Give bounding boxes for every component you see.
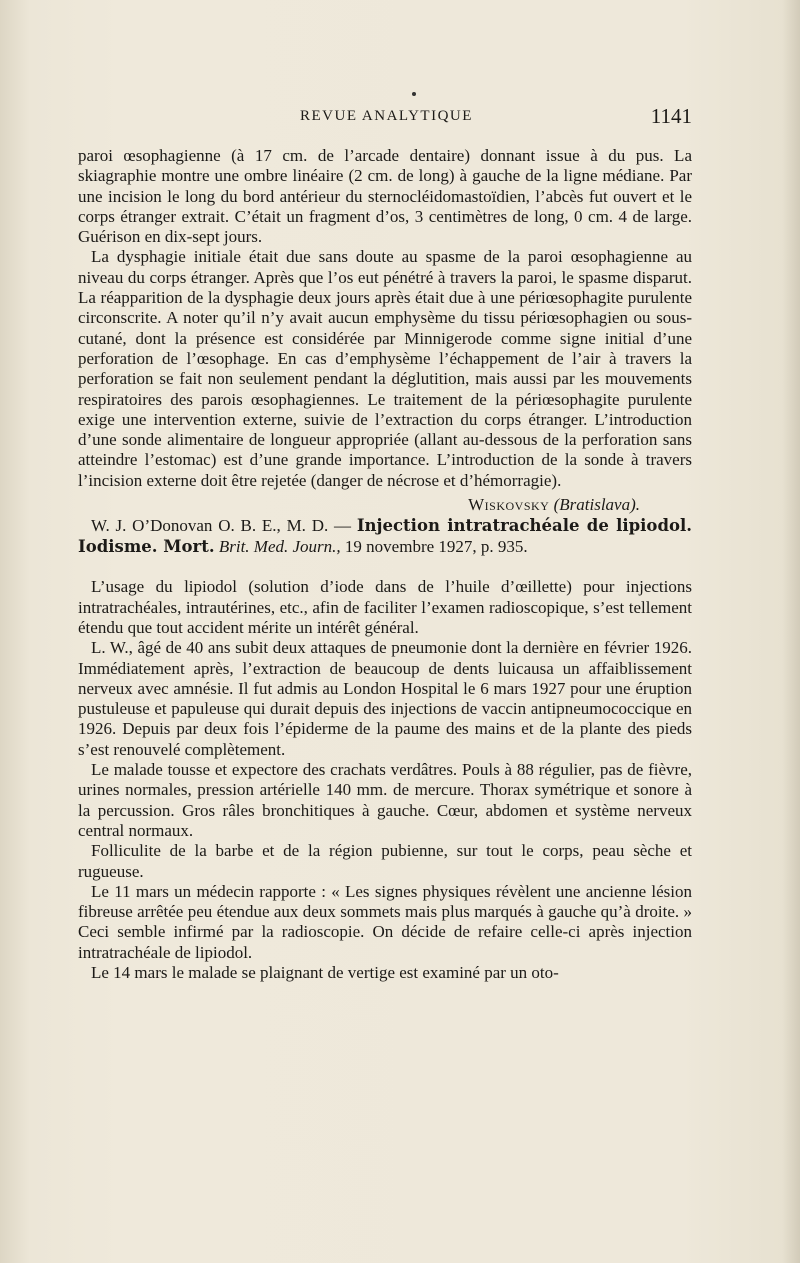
signature-place: (Bratislava). xyxy=(553,495,640,515)
citation-title: Injection intratrachéale de lipiodol. Iodisme. Mort. xyxy=(78,516,692,557)
citation-journal: Brit. Med. Journ., xyxy=(218,537,341,557)
paragraph: Le malade tousse et expectore des crachats verdâtres. Pouls à 88 régulier, pas de fièvre, urines normales, pression artérielle 140 mm. de mercure. Thorax symétrique et sonore à la percussion. Gros râles bronchitiques à gauche. Cœur, abdomen et système nerveux central normaux. xyxy=(78,760,692,840)
article-citation xyxy=(78,515,692,557)
signature-name: Wiskovsky xyxy=(468,495,550,515)
running-head: REVUE ANALYTIQUE xyxy=(300,108,473,124)
review-signature xyxy=(78,495,640,515)
paragraph: La dysphagie initiale était due sans doute au spasme de la paroi œsophagienne au niveau du corps étranger. Après que l’os eut pénétré à travers la paroi, le spasme disparut. La réapparition de la dysphagie deux jours après était due à une périœsophagite purulente circonscrite. A noter qu’il n’y avait aucun emphysème du tissu périœsophagien ou sous-cutané, dont la présence est considérée par Minnigerode comme signe initial d’une perforation de l’œsophage. En cas d’emphysème l’échappement de l’air à travers la perforation se fait non seulement pendant la déglutition, mais aussi par les mouvements respiratoires des parois œsophagiennes. Le traitement de la périœsophagite purulente exige une intervention externe, suivie de l’extraction du corps étranger. L’introduction d’une sonde alimentaire de longueur appropriée (allant au-dessous de la perforation sans atteindre l’estomac) est d’une grande importance. L’introduction de la sonde à travers l’incision externe doit être rejetée (danger de nécrose et d’hémorragie). xyxy=(78,247,692,490)
ink-speck xyxy=(412,92,416,96)
paragraph: paroi œsophagienne (à 17 cm. de l’arcade dentaire) donnant issue à du pus. La skiagraphie montre une ombre linéaire (2 cm. de long) à gauche de la ligne médiane. Par une incision le long du bord antérieur du sternocléidomastoïdien, l’abcès fut ouvert et le corps étranger extrait. C’était un fragment d’os, 3 centimètres de long, 0 cm. 4 de large. Guérison en dix-sept jours. xyxy=(78,146,692,247)
citation-date-page: 19 novembre 1927, p. 935. xyxy=(344,537,528,557)
paragraph: L. W., âgé de 40 ans subit deux attaques de pneumonie dont la dernière en février 1926. Immédiatement après, l’extraction de beaucoup de dents luicausa un affaiblissement nerveux avec amnésie. Il fut admis au London Hospital le 6 mars 1927 pour une éruption pustuleuse et papuleuse qui durait depuis des injections de vaccin antipneumococcique en 1926. Depuis par deux fois l’épiderme de la paume des mains et de la plante des pieds s’est renouvelé complètement. xyxy=(78,638,692,759)
paragraph: L’usage du lipiodol (solution d’iode dans de l’huile d’œillette) pour injections intratrachéales, intrautérines, etc., afin de faciliter l’examen radioscopique, s’est tellement étendu que tout accident mérite un intérêt général. xyxy=(78,577,692,637)
page-header xyxy=(78,104,692,134)
citation-author: W. J. O’Donovan O. B. E., M. D. — xyxy=(91,516,352,536)
page-number: 1141 xyxy=(650,104,692,128)
paragraph: Le 11 mars un médecin rapporte : « Les signes physiques révèlent une ancienne lésion fibreuse arrêtée peu étendue aux deux sommets mais plus marqués à gauche qu’à droite. » Ceci semble infirmé par la radioscopie. On décide de refaire celle-ci après injection intratrachéale de lipiodol. xyxy=(78,881,692,962)
body-text xyxy=(78,146,692,983)
paragraph: Folliculite de la barbe et de la région pubienne, sur tout le corps, peau sèche et rugueuse. xyxy=(78,841,692,881)
page-edge-shadow xyxy=(782,0,800,1263)
paragraph: Le 14 mars le malade se plaignant de vertige est examiné par un oto- xyxy=(91,962,559,982)
